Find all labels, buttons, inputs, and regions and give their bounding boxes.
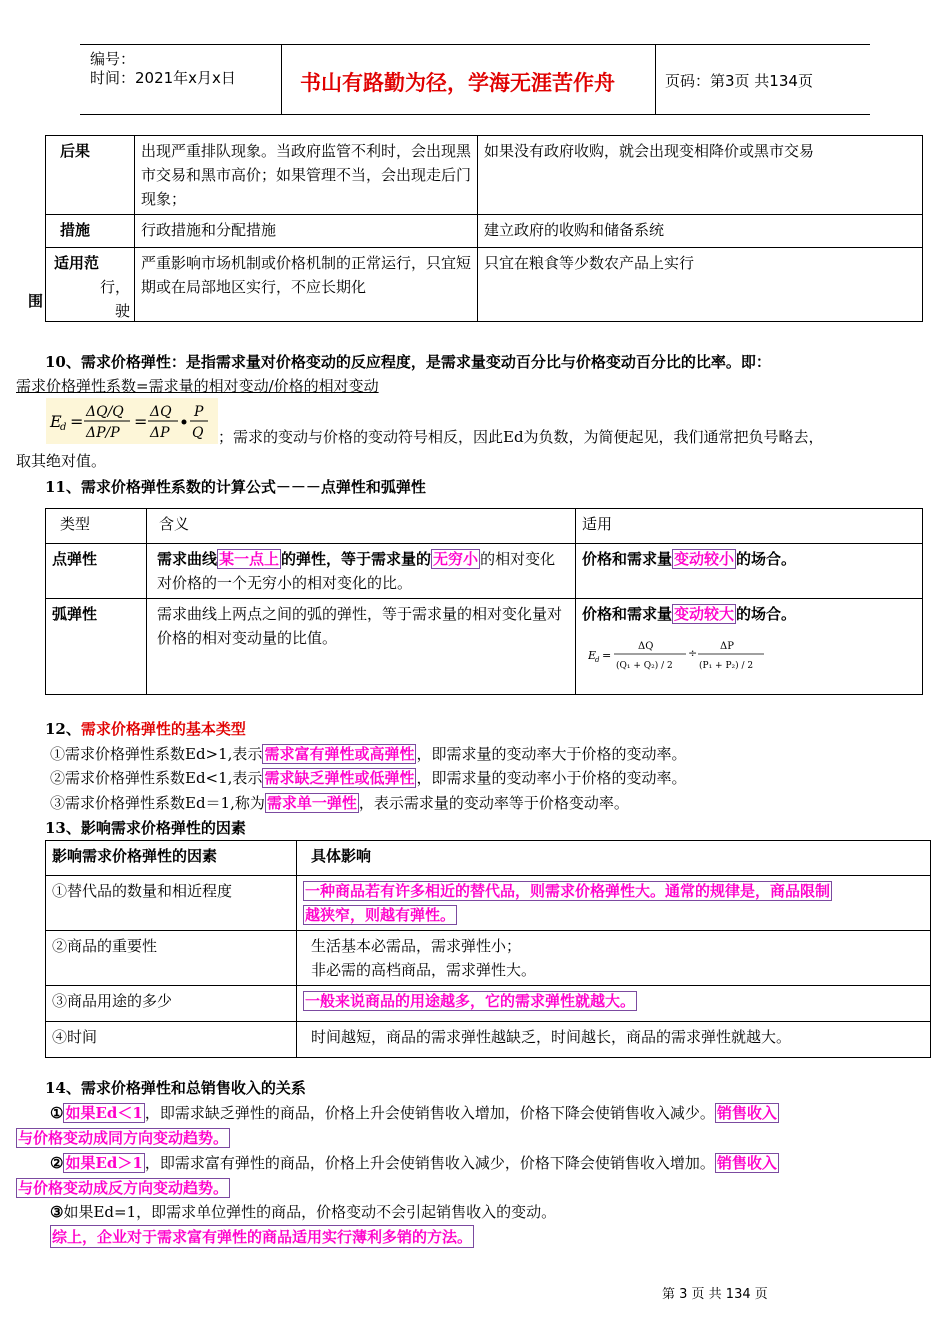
type2-suffix: ，即需求量的变动率小于价格的变动率。 xyxy=(416,769,687,787)
row-head-measure: 措施 xyxy=(46,215,135,248)
scope-prefix-2: 驶 xyxy=(114,302,130,320)
effect-importance-line2: 非必需的高档商品，需求弹性大。 xyxy=(311,961,537,979)
type2-prefix: ②需求价格弹性系数Ed<1,表示 xyxy=(50,769,263,787)
type1-prefix: ①需求价格弹性系数Ed>1,表示 xyxy=(50,745,263,763)
case-2 xyxy=(16,1151,906,1201)
point-elasticity-meaning xyxy=(147,544,576,599)
col-type-header: 类型 xyxy=(46,509,147,544)
type3-prefix: ③需求价格弹性系数Ed＝1,称为 xyxy=(50,794,265,812)
point-usage-highlight: 变动较小 xyxy=(674,550,735,568)
header-serial: 编号： xyxy=(90,50,136,68)
header-motto: 书山有路勤为径，学海无涯苦作舟 xyxy=(300,70,615,95)
scope-head-text: 适用范 xyxy=(54,254,100,272)
section-12-num: 12、 xyxy=(45,720,81,738)
effect-uses xyxy=(297,986,931,1022)
point-usage-part1: 价格和需求量 xyxy=(582,550,673,568)
effect-substitutes xyxy=(297,876,931,931)
section-10-after-formula: ；需求的变动与价格的变动符号相反，因此Ed为负数，为简便起见，我们通常把负号略去， xyxy=(218,428,824,446)
factor-importance: ②商品的重要性 xyxy=(46,931,297,986)
type2-highlight: 需求缺乏弹性或低弹性 xyxy=(264,769,415,787)
case-2-text: ，即需求富有弹性的商品，价格上升会使销售收入减少，价格下降会使销售收入增加。 xyxy=(144,1154,715,1172)
header-divider-2 xyxy=(655,44,656,114)
cell-measure-b: 建立政府的收购和储备系统 xyxy=(478,215,923,248)
section-11-title: 11、需求价格弹性系数的计算公式－－－点弹性和弧弹性 xyxy=(45,478,426,496)
svg-text:ΔQ/Q: ΔQ/Q xyxy=(86,404,124,420)
header-divider-1 xyxy=(281,44,282,114)
section-10-last: 取其绝对值。 xyxy=(16,452,107,470)
effect-time: 时间越短，商品的需求弹性越缺乏，时间越长，商品的需求弹性就越大。 xyxy=(297,1022,931,1058)
arc-elasticity-type: 弧弹性 xyxy=(46,599,147,695)
header-bottom-rule xyxy=(80,114,870,115)
case-2-num: ② xyxy=(50,1154,64,1172)
row-head-consequence: 后果 xyxy=(46,136,135,215)
row-head-scope xyxy=(46,248,135,322)
section-10-text: 是指需求量对价格变动的反应程度，是需求量变动百分比与价格变动百分比的比率。即： xyxy=(185,353,771,371)
svg-text:ΔP: ΔP xyxy=(720,641,734,652)
point-meaning-part3: 的相对变化对价格的一个无穷小的相对变化的比。 xyxy=(157,550,556,592)
factor-substitutes: ①替代品的数量和相近程度 xyxy=(46,876,297,931)
factor-time: ④时间 xyxy=(46,1022,297,1058)
svg-text:=: = xyxy=(134,412,148,431)
effect-importance xyxy=(297,931,931,986)
arc-elasticity-usage xyxy=(576,599,923,695)
elasticity-formula xyxy=(46,398,218,444)
case-2-result-a: 销售收入 xyxy=(716,1154,777,1172)
arc-elasticity-meaning: 需求曲线上两点之间的弧的弹性，等于需求量的相对变化量对价格的相对变动量的比值。 xyxy=(147,599,576,695)
svg-text:(P₁ + P₂) / 2: (P₁ + P₂) / 2 xyxy=(699,661,754,671)
case-2-result-b: 与价格变动成反方向变动趋势。 xyxy=(18,1179,229,1197)
header-page: 页码：第3页 共134页 xyxy=(665,72,813,90)
svg-text:(Q₁ + Q₂) / 2: (Q₁ + Q₂) / 2 xyxy=(616,661,673,671)
section-12-title: 需求价格弹性的基本类型 xyxy=(80,720,246,738)
case-1 xyxy=(16,1101,906,1151)
section-10-line1 xyxy=(45,350,935,375)
regulation-table xyxy=(45,135,923,322)
svg-text:÷: ÷ xyxy=(688,647,698,660)
cell-consequence-b: 如果没有政府收购，就会出现变相降价或黑市交易 xyxy=(478,136,923,215)
point-elasticity-usage xyxy=(576,544,923,599)
svg-text:ΔQ: ΔQ xyxy=(638,641,654,652)
section-10-definition: 需求价格弹性系数=需求量的相对变动/价格的相对变动 xyxy=(16,377,379,395)
page-footer: 第 3 页 共 134 页 xyxy=(662,1287,768,1302)
point-meaning-highlight2: 无穷小 xyxy=(433,550,479,568)
point-usage-part2: 的场合。 xyxy=(736,550,797,568)
header-top-rule xyxy=(80,44,870,45)
svg-text:ΔQ: ΔQ xyxy=(150,404,172,420)
case-1-text: ，即需求缺乏弹性的商品，价格上升会使销售收入增加，价格下降会使销售收入减少。 xyxy=(144,1104,715,1122)
effect-substitutes-line2: 越狭窄，则越有弹性。 xyxy=(305,906,456,924)
factors-table xyxy=(45,840,931,1058)
scope-prefix-1: 行， xyxy=(99,278,130,296)
svg-text:E: E xyxy=(588,649,597,662)
section-12-heading xyxy=(45,718,246,739)
svg-text:E: E xyxy=(50,412,62,431)
case-3-text: 如果Ed=1，即需求单位弹性的商品，价格变动不会引起销售收入的变动。 xyxy=(63,1203,557,1221)
point-meaning-highlight1: 某一点上 xyxy=(219,550,280,568)
arc-elasticity-formula xyxy=(588,637,768,677)
col-usage-header: 适用 xyxy=(576,509,923,544)
header-time: 时间：2021年x月x日 xyxy=(90,69,236,87)
effect-header: 具体影响 xyxy=(297,841,931,876)
svg-text:ΔP/P: ΔP/P xyxy=(86,425,120,441)
factor-header: 影响需求价格弹性的因素 xyxy=(46,841,297,876)
case-1-result-a: 销售收入 xyxy=(716,1104,777,1122)
svg-text:d: d xyxy=(595,656,600,664)
section-12-line1 xyxy=(50,743,686,764)
case-3-num: ③ xyxy=(50,1203,64,1221)
effect-uses-text: 一般来说商品的用途越多，它的需求弹性就越大。 xyxy=(305,992,636,1010)
svg-text:P: P xyxy=(194,404,204,420)
svg-text:Q: Q xyxy=(192,425,204,441)
section-14-title: 14、需求价格弹性和总销售收入的关系 xyxy=(45,1079,306,1097)
case-1-num: ① xyxy=(50,1104,64,1122)
type1-suffix: ，即需求量的变动率大于价格的变动率。 xyxy=(416,745,687,763)
elasticity-types-table xyxy=(45,508,923,695)
case-3 xyxy=(50,1201,556,1222)
svg-text:=: = xyxy=(602,649,612,662)
svg-text:d: d xyxy=(60,422,67,433)
cell-measure-a: 行政措施和分配措施 xyxy=(135,215,478,248)
arc-usage-highlight: 变动较大 xyxy=(674,605,735,623)
factor-uses: ③商品用途的多少 xyxy=(46,986,297,1022)
case-2-highlight: 如果Ed＞1 xyxy=(65,1154,143,1172)
case-1-result-b: 与价格变动成同方向变动趋势。 xyxy=(18,1129,229,1147)
section-12-line3 xyxy=(50,792,629,813)
section-13-title: 13、影响需求价格弹性的因素 xyxy=(45,819,246,837)
type1-highlight: 需求富有弹性或高弹性 xyxy=(264,745,415,763)
effect-importance-line1: 生活基本必需品，需求弹性小； xyxy=(311,937,522,955)
cell-consequence-a: 出现严重排队现象。当政府监管不利时，会出现黑市交易和黑市高价；如果管理不当，会出现走后门现象； xyxy=(135,136,478,215)
point-elasticity-type: 点弹性 xyxy=(46,544,147,599)
effect-substitutes-line1: 一种商品若有许多相近的替代品，则需求价格弹性大。通常的规律是，商品限制 xyxy=(305,882,831,900)
type3-suffix: ，表示需求量的变动率等于价格变动率。 xyxy=(358,794,629,812)
case-1-highlight: 如果Ed＜1 xyxy=(65,1104,143,1122)
svg-text:=: = xyxy=(70,412,84,431)
scope-overflow-text xyxy=(100,275,130,323)
cell-scope-b: 只宜在粮食等少数农产品上实行 xyxy=(478,248,923,322)
conclusion: 综上，企业对于需求富有弹性的商品适用实行薄利多销的方法。 xyxy=(50,1225,474,1248)
point-meaning-part1: 需求曲线 xyxy=(157,550,218,568)
arc-usage-part1: 价格和需求量 xyxy=(582,605,673,623)
col-meaning-header: 含义 xyxy=(147,509,576,544)
arc-usage-part2: 的场合。 xyxy=(736,605,797,623)
section-12-line2 xyxy=(50,767,686,788)
point-meaning-part2: 的弹性，等于需求量的 xyxy=(281,550,432,568)
section-10-title: 10、需求价格弹性： xyxy=(45,353,186,371)
cell-scope-a: 严重影响市场机制或价格机制的正常运行，只宜短期或在局部地区实行，不应长期化 xyxy=(135,248,478,322)
scope-head-continuation: 围 xyxy=(28,292,44,310)
type3-highlight: 需求单一弹性 xyxy=(266,794,357,812)
svg-text:ΔP: ΔP xyxy=(150,425,170,441)
